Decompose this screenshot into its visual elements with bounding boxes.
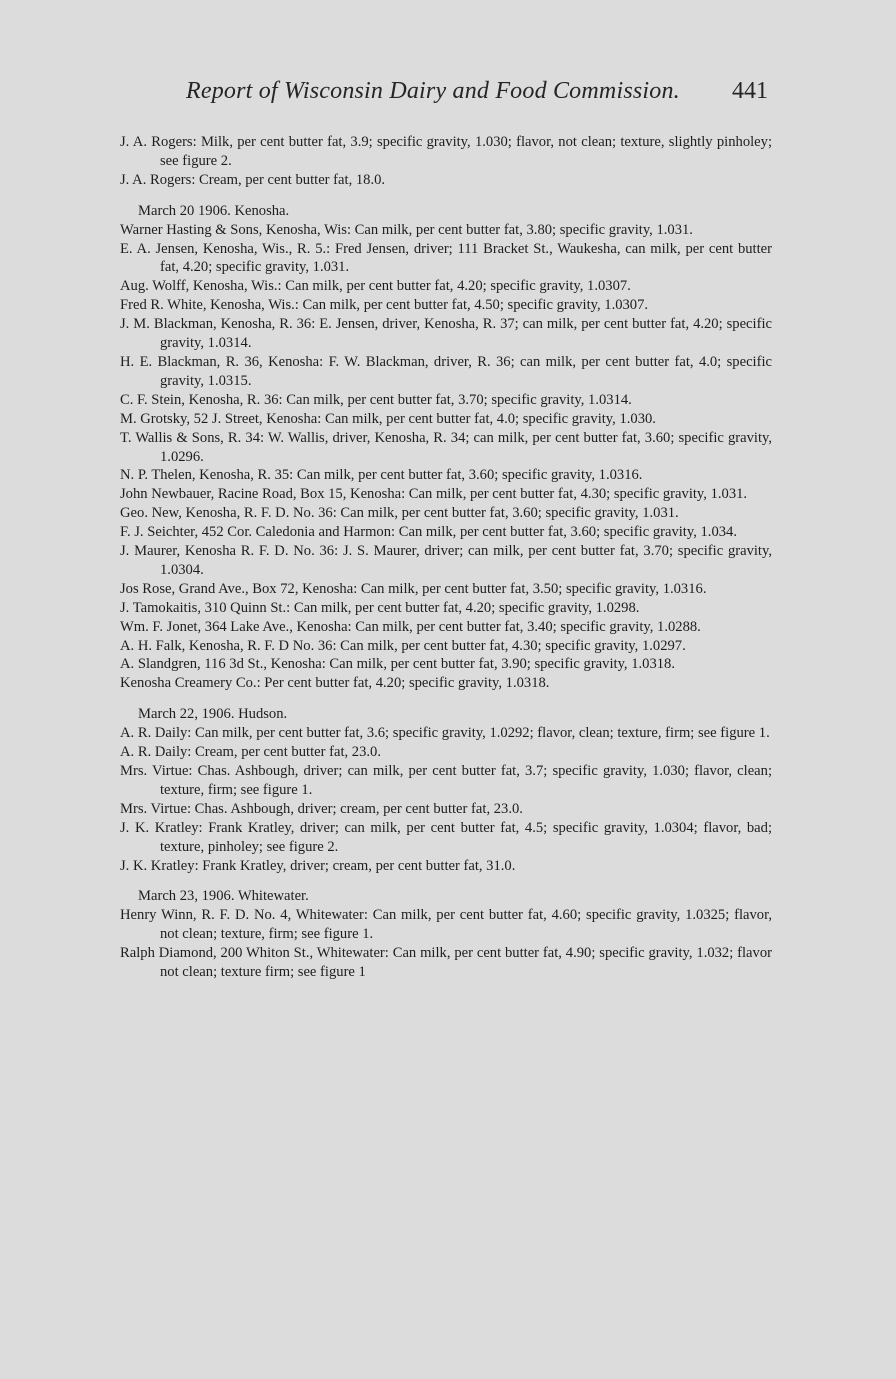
sample-entry: Mrs. Virtue: Chas. Ashbough, driver; cream, per cent butter fat, 23.0. xyxy=(120,800,523,817)
section-place-date: March 22, 1906. Hudson. xyxy=(138,706,288,723)
sample-entry: Wm. F. Jonet, 364 Lake Ave., Kenosha: Can milk, per cent butter fat, 3.40; specific gravity, 1.0288. xyxy=(120,618,701,635)
sample-entry: N. P. Thelen, Kenosha, R. 35: Can milk, per cent butter fat, 3.60; specific gravity, 1.0316. xyxy=(120,467,643,484)
sample-entry: A. R. Daily: Can milk, per cent butter fat, 3.6; specific gravity, 1.0292; flavor, clean; texture, firm; see figure 1. xyxy=(120,725,770,742)
sample-entry: J. K. Kratley: Frank Kratley, driver; can milk, per cent butter fat, 4.5; specific gravity, 1.0304; flavor, bad; texture, pinholey; see figure 2. xyxy=(120,819,772,855)
sample-entry: Aug. Wolff, Kenosha, Wis.: Can milk, per cent butter fat, 4.20; specific gravity, 1.0307. xyxy=(120,278,631,295)
sample-entry: J. Tamokaitis, 310 Quinn St.: Can milk, per cent butter fat, 4.20; specific gravity, 1.0298. xyxy=(120,599,640,616)
sample-entry: Jos Rose, Grand Ave., Box 72, Kenosha: Can milk, per cent butter fat, 3.50; specific gravity, 1.0316. xyxy=(120,580,707,597)
sample-entry: T. Wallis & Sons, R. 34: W. Wallis, driver, Kenosha, R. 34; can milk, per cent butter fat, 3.60; specific gravity, 1.0296. xyxy=(120,429,772,465)
sample-entry: John Newbauer, Racine Road, Box 15, Kenosha: Can milk, per cent butter fat, 4.30; specific gravity, 1.031. xyxy=(120,486,748,503)
sample-entry: Henry Winn, R. F. D. No. 4, Whitewater: Can milk, per cent butter fat, 4.60; specific gravity, 1.0325; flavor, not clean; texture, firm; see figure 1. xyxy=(120,907,772,943)
page-number: 441 xyxy=(732,78,768,104)
sample-entry: E. A. Jensen, Kenosha, Wis., R. 5.: Fred Jensen, driver; 111 Bracket St., Waukesha, can milk, per cent butter fat, 4.20; specific gravity, 1.031. xyxy=(120,240,772,276)
sample-entry: J. A. Rogers: Milk, per cent butter fat, 3.9; specific gravity, 1.030; flavor, not clean; texture, slightly pinholey; see figure 2. xyxy=(120,134,772,169)
sample-entry: M. Grotsky, 52 J. Street, Kenosha: Can milk, per cent butter fat, 4.0; specific gravity, 1.030. xyxy=(120,410,656,427)
sample-entry: A. R. Daily: Cream, per cent butter fat, 23.0. xyxy=(120,744,381,761)
sample-entry: Warner Hasting & Sons, Kenosha, Wis: Can milk, per cent butter fat, 3.80; specific gravity, 1.031. xyxy=(120,221,693,238)
section-place-date: March 20 1906. Kenosha. xyxy=(138,202,290,219)
running-title: Report of Wisconsin Dairy and Food Commission. xyxy=(186,78,680,104)
sample-entry: Kenosha Creamery Co.: Per cent butter fat, 4.20; specific gravity, 1.0318. xyxy=(120,675,550,692)
sample-entry: J. Maurer, Kenosha R. F. D. No. 36: J. S. Maurer, driver; can milk, per cent butter fat, 3.70; specific gravity, 1.0304. xyxy=(120,543,772,578)
sample-entry: Geo. New, Kenosha, R. F. D. No. 36: Can milk, per cent butter fat, 3.60; specific gravity, 1.031. xyxy=(120,505,679,522)
sample-entry: C. F. Stein, Kenosha, R. 36: Can milk, per cent butter fat, 3.70; specific gravity, 1.0314. xyxy=(120,391,632,408)
page-header xyxy=(120,78,768,110)
sample-entry: Fred R. White, Kenosha, Wis.: Can milk, per cent butter fat, 4.50; specific gravity, 1.0307. xyxy=(120,297,649,314)
sample-entry: H. E. Blackman, R. 36, Kenosha: F. W. Blackman, driver, R. 36; can milk, per cent butter fat, 4.0; specific gravity, 1.0315. xyxy=(120,353,772,389)
sample-entry: J. K. Kratley: Frank Kratley, driver; cream, per cent butter fat, 31.0. xyxy=(120,857,516,874)
sample-entry: A. H. Falk, Kenosha, R. F. D No. 36: Can milk, per cent butter fat, 4.30; specific gravity, 1.0297. xyxy=(120,637,686,654)
section-place-date: March 23, 1906. Whitewater. xyxy=(138,888,309,905)
sample-entry: J. M. Blackman, Kenosha, R. 36: E. Jensen, driver, Kenosha, R. 37; can milk, per cent butter fat, 4.20; specific gravity, 1.0314. xyxy=(120,316,772,352)
sample-entry: Ralph Diamond, 200 Whiton St., Whitewater: Can milk, per cent butter fat, 4.90; specific gravity, 1.032; flavor not clean; texture firm; see figure 1 xyxy=(120,945,772,981)
sample-entry: F. J. Seichter, 452 Cor. Caledonia and Harmon: Can milk, per cent butter fat, 3.60; specific gravity, 1.034. xyxy=(120,524,737,541)
sample-entry: Mrs. Virtue: Chas. Ashbough, driver; can milk, per cent butter fat, 3.7; specific gravity, 1.030; flavor, clean; texture, firm; see figure 1. xyxy=(120,763,772,798)
document-body xyxy=(120,133,772,982)
sample-entry: J. A. Rogers: Cream, per cent butter fat, 18.0. xyxy=(120,171,386,188)
sample-entry: A. Slandgren, 116 3d St., Kenosha: Can milk, per cent butter fat, 3.90; specific gravity, 1.0318. xyxy=(120,656,675,673)
